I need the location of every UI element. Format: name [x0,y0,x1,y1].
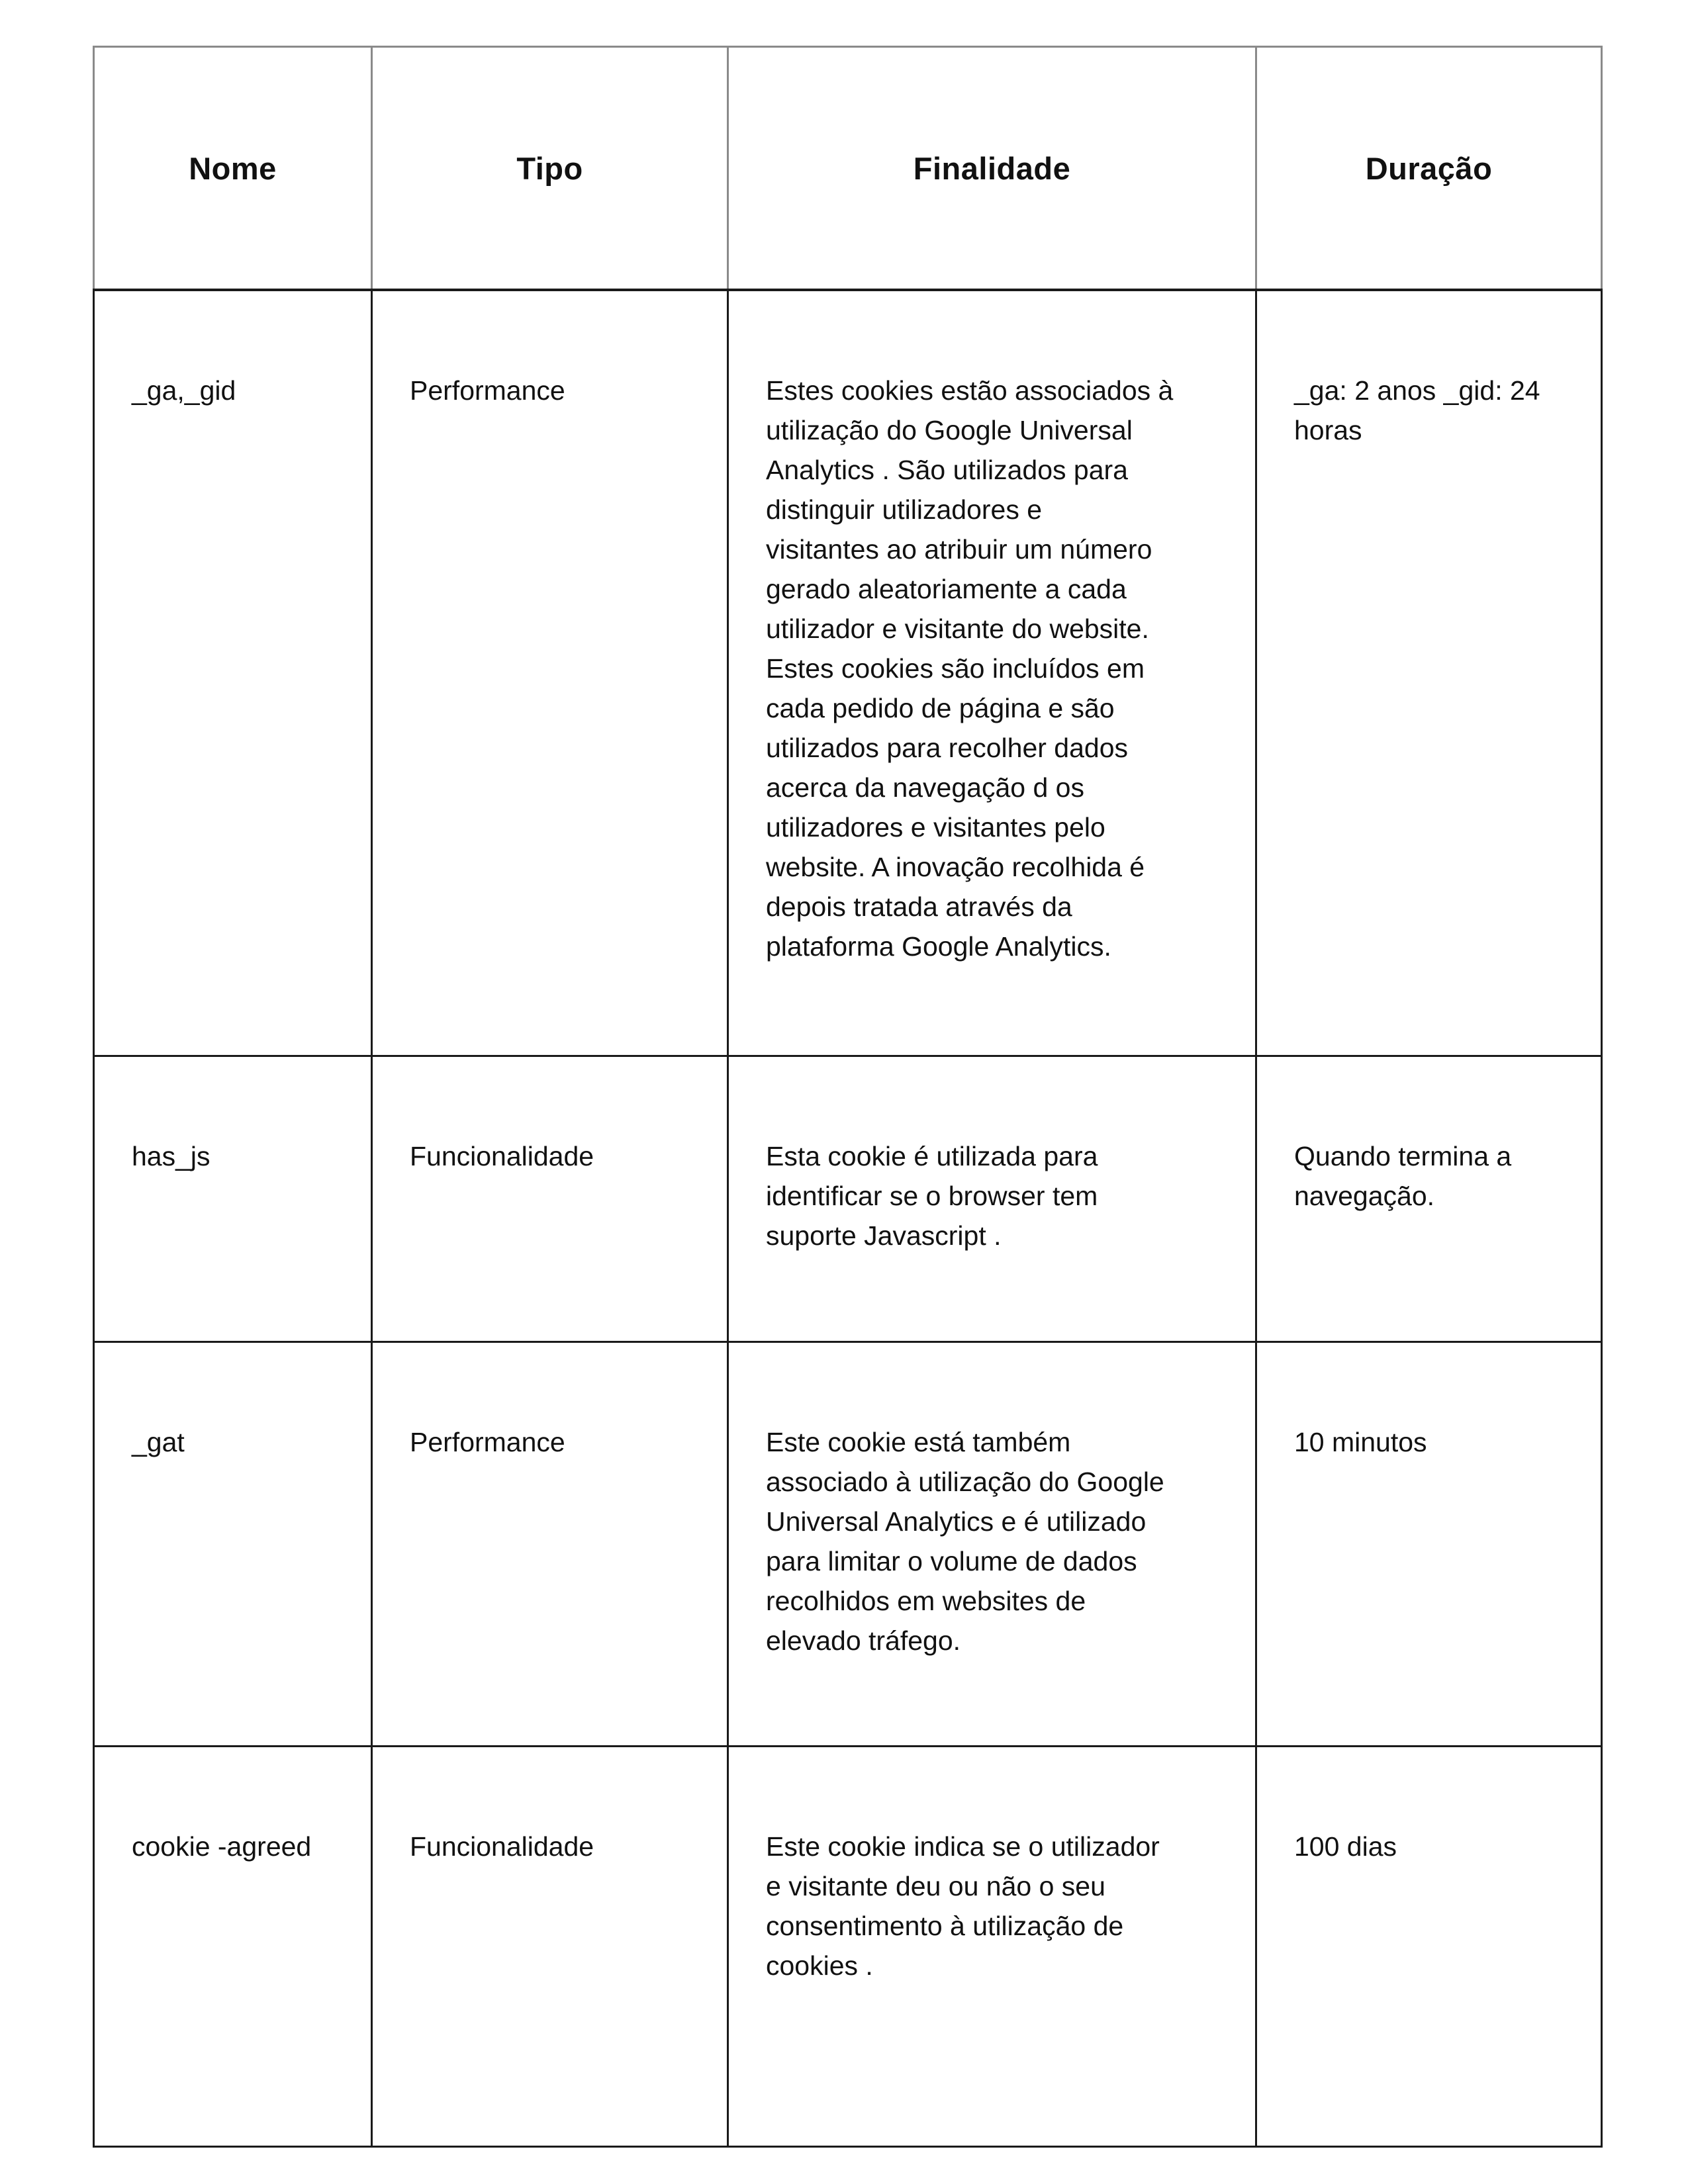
header-duracao: Duração [1256,47,1602,291]
cell-nome-text: _ga,_gid [132,375,236,406]
cell-tipo [372,1747,728,2147]
cell-nome [94,1056,372,1342]
cell-finalidade-text: Estes cookies estão associados à utilização do Google Universal Analytics . São utilizados para distinguir utilizadores e visitantes ao atribuir um número gerado aleatoriamente a cada utilizador e visitante do website. Estes cookies são incluídos em cada pedido de página e são utilizados para recolher dados acerca da navegação d os utilizadores e visitantes pelo website. A inovação recolhida é depois tratada através da plataforma Google Analytics. [766,375,1174,962]
header-finalidade: Finalidade [728,47,1256,291]
cell-nome [94,1342,372,1747]
cell-tipo [372,1056,728,1342]
cell-finalidade-text: Este cookie está também associado à utilização do Google Universal Analytics e é utilizado para limitar o volume de dados recolhidos em websites de elevado tráfego. [766,1427,1164,1657]
cell-duracao [1256,1056,1602,1342]
cell-tipo-text: Performance [410,375,565,406]
cell-tipo [372,290,728,1056]
table-row [94,1056,1602,1342]
table-row [94,290,1602,1056]
cell-nome-text: cookie -agreed [132,1831,312,1862]
cell-nome [94,1747,372,2147]
cookie-table [93,46,1603,2148]
table-header [94,47,1602,291]
cell-duracao-text: 10 minutos [1294,1427,1427,1458]
table-row [94,1747,1602,2147]
cell-duracao [1256,290,1602,1056]
cell-nome [94,290,372,1056]
cell-duracao-text: Quando termina a navegação. [1294,1141,1512,1212]
cell-finalidade [728,290,1256,1056]
cell-finalidade [728,1747,1256,2147]
cell-tipo-text: Performance [410,1427,565,1458]
cell-tipo-text: Funcionalidade [410,1831,594,1862]
table-row [94,1342,1602,1747]
cell-finalidade-text: Esta cookie é utilizada para identificar se o browser tem suporte Javascript . [766,1141,1098,1251]
cell-duracao-text: 100 dias [1294,1831,1397,1862]
header-row [94,47,1602,291]
header-nome: Nome [94,47,372,291]
cell-finalidade [728,1056,1256,1342]
header-tipo: Tipo [372,47,728,291]
table-body [94,290,1602,2147]
cell-tipo [372,1342,728,1747]
cell-finalidade [728,1342,1256,1747]
cell-duracao [1256,1747,1602,2147]
cell-nome-text: _gat [132,1427,185,1458]
cell-finalidade-text: Este cookie indica se o utilizador e visitante deu ou não o seu consentimento à utilização de cookies . [766,1831,1160,1981]
cell-tipo-text: Funcionalidade [410,1141,594,1172]
cell-duracao [1256,1342,1602,1747]
cell-duracao-text: _ga: 2 anos _gid: 24 horas [1294,375,1540,445]
cell-nome-text: has_js [132,1141,211,1172]
